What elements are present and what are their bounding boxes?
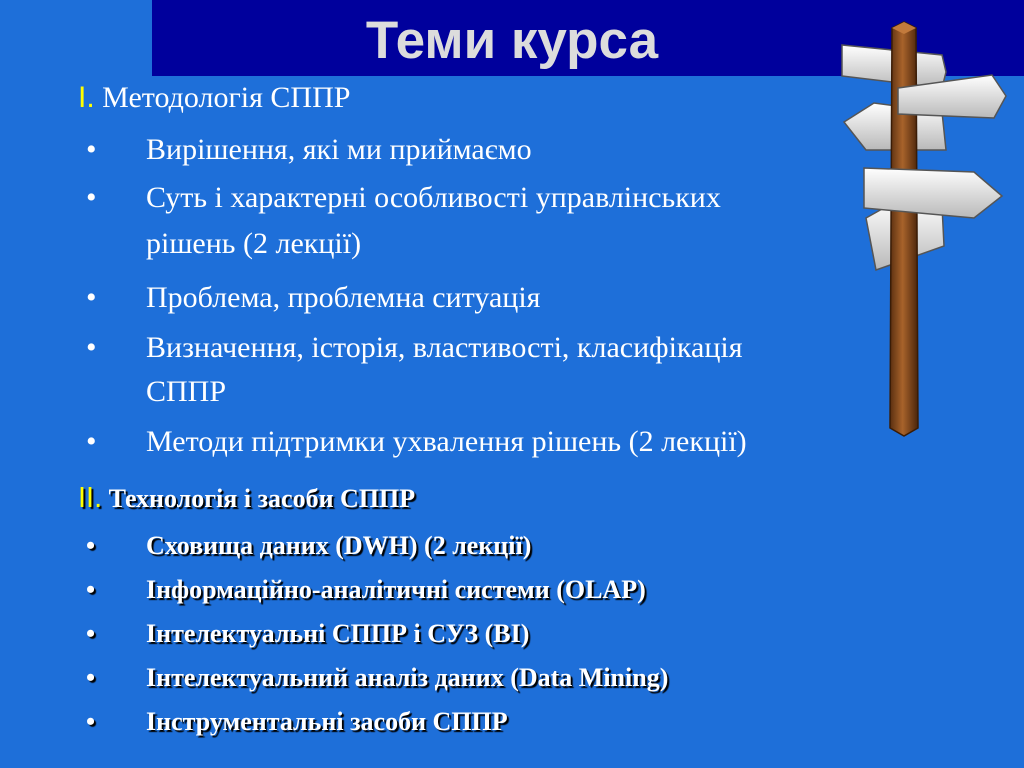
section-2-heading [78, 483, 415, 514]
bullet: • [86, 181, 97, 214]
bullet: • [86, 281, 97, 314]
signpost-pole [890, 22, 918, 436]
bullet: • [86, 707, 96, 736]
list-item-text: Інформаційно-аналітичні системи (OLAP) [146, 575, 646, 604]
list-item-text: Вирішення, які ми приймаємо [146, 133, 532, 166]
bullet: • [86, 663, 96, 692]
list-item-text: Інтелектуальний аналіз даних (Data Mining) [146, 663, 669, 692]
section-1-title: Методологія СППР [102, 81, 351, 114]
section-1-numeral: I. [78, 81, 95, 114]
bullet: • [86, 425, 97, 458]
section-1-heading [78, 80, 350, 116]
bullet: • [86, 575, 96, 604]
list-item-text: Методи підтримки ухвалення рішень (2 лекції) [146, 425, 747, 458]
list-item-text: Визначення, історія, властивості, класифікація [146, 331, 743, 364]
list-item-text: Інструментальні засоби СППР [146, 707, 508, 736]
bullet: • [86, 133, 97, 166]
list-item-text: Сховища даних (DWH) (2 лекції) [146, 531, 532, 560]
bullet: • [86, 619, 96, 648]
slide-title: Теми курса [365, 11, 659, 70]
list-item-text: СППР [146, 375, 227, 408]
signpost-image [824, 0, 1024, 450]
list-item-text: Проблема, проблемна ситуація [146, 281, 541, 314]
sign-board [864, 168, 1002, 218]
section-2-title: Технологія і засоби СППР [108, 484, 416, 513]
section-2-numeral: II. [78, 482, 103, 514]
bullet: • [86, 531, 96, 560]
bullet: • [86, 331, 97, 364]
list-item-text: Інтелектуальні СППР і СУЗ (BI) [146, 619, 530, 648]
list-item-text: Суть і характерні особливості управлінських [146, 181, 721, 214]
list-item-text: рішень (2 лекції) [146, 227, 362, 260]
